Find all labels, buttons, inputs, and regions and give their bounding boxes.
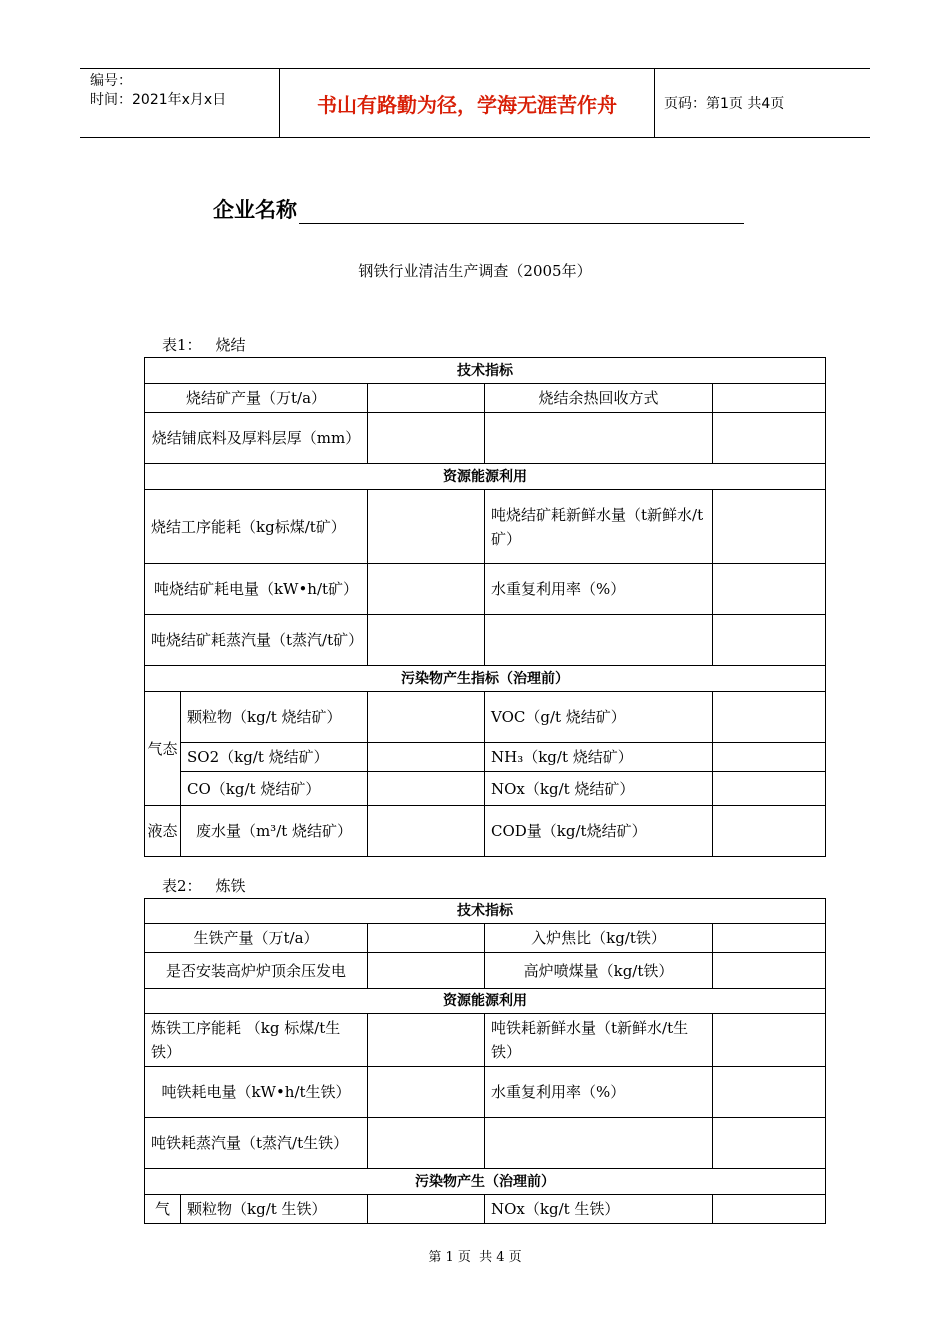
- page-footer: [0, 1246, 950, 1265]
- table1-particulate-value[interactable]: [368, 692, 485, 743]
- company-name-line: [213, 194, 744, 224]
- table1-water-reuse-label: 水重复利用率（%）: [485, 564, 713, 615]
- table2-water-reuse-value[interactable]: [713, 1067, 826, 1118]
- table2-coal-injection-label: 高炉喷煤量（kg/t铁）: [485, 953, 713, 989]
- header-meta: [80, 69, 280, 137]
- table2-output-label: 生铁产量（万t/a）: [145, 924, 368, 953]
- table1-nox-value[interactable]: [713, 772, 826, 806]
- table1-heat-recovery-label: 烧结余热回收方式: [485, 384, 713, 413]
- table1-nox-label: NOx（kg/t 烧结矿）: [485, 772, 713, 806]
- time-label: 时间：2021年x月x日: [90, 92, 227, 108]
- table1-caption-name: 烧结: [215, 336, 246, 354]
- table2-blank-cell[interactable]: [713, 1118, 826, 1169]
- table1-steam-label: 吨烧结矿耗蒸汽量（t蒸汽/t矿）: [145, 615, 368, 666]
- table2-fresh-water-value[interactable]: [713, 1014, 826, 1067]
- table2-caption-name: 炼铁: [215, 877, 246, 895]
- table2-nox-label: NOx（kg/t 生铁）: [485, 1195, 713, 1224]
- table2-coke-ratio-value[interactable]: [713, 924, 826, 953]
- table2-section-tech: 技术指标: [145, 899, 826, 924]
- table2-trt-label: 是否安装高炉炉顶余压发电: [145, 953, 368, 989]
- table2-section-resource: 资源能源利用: [145, 989, 826, 1014]
- page-header: [80, 68, 870, 138]
- table1-section-resource: 资源能源利用: [145, 464, 826, 490]
- survey-title: 钢铁行业清洁生产调查（2005年）: [358, 262, 592, 280]
- table1-output-label: 烧结矿产量（万t/a）: [145, 384, 368, 413]
- table1-water-reuse-value[interactable]: [713, 564, 826, 615]
- table1-cod-label: COD量（kg/t烧结矿）: [485, 806, 713, 857]
- table1-wastewater-value[interactable]: [368, 806, 485, 857]
- table2-nox-value[interactable]: [713, 1195, 826, 1224]
- table2-electricity-value[interactable]: [368, 1067, 485, 1118]
- table2-blank-cell[interactable]: [485, 1118, 713, 1169]
- table2-particulate-label: 颗粒物（kg/t 生铁）: [181, 1195, 368, 1224]
- table2-coke-ratio-label: 入炉焦比（kg/t铁）: [485, 924, 713, 953]
- table2-particulate-value[interactable]: [368, 1195, 485, 1224]
- table1-nh3-label: NH₃（kg/t 烧结矿）: [485, 743, 713, 772]
- table1-particulate-label: 颗粒物（kg/t 烧结矿）: [181, 692, 368, 743]
- table1-section-pollutant: 污染物产生指标（治理前）: [145, 666, 826, 692]
- table1-fresh-water-label: 吨烧结矿耗新鲜水量（t新鲜水/t矿）: [485, 490, 713, 564]
- table1-section-tech: 技术指标: [145, 358, 826, 384]
- table-ironmaking: [144, 898, 826, 1224]
- company-label: 企业名称: [213, 198, 297, 222]
- table2-trt-value[interactable]: [368, 953, 485, 989]
- table2-coal-injection-value[interactable]: [713, 953, 826, 989]
- table1-so2-value[interactable]: [368, 743, 485, 772]
- table1-liquid-label: 液态: [145, 806, 181, 857]
- table1-co-label: CO（kg/t 烧结矿）: [181, 772, 368, 806]
- table1-gas-label: 气态: [145, 692, 181, 806]
- table2-steam-label: 吨铁耗蒸汽量（t蒸汽/t生铁）: [145, 1118, 368, 1169]
- table2-output-value[interactable]: [368, 924, 485, 953]
- table1-heat-recovery-value[interactable]: [713, 384, 826, 413]
- footer-total: 共 4 页: [479, 1250, 522, 1265]
- table2-caption: [162, 875, 246, 896]
- header-page-label: 页码：第1页 共4页: [664, 96, 785, 112]
- table-sintering: [144, 357, 826, 857]
- company-name-blank[interactable]: [299, 201, 744, 224]
- footer-page: 第 1 页: [428, 1250, 471, 1265]
- table1-caption-no: 表1：: [162, 336, 202, 354]
- table2-process-energy-value[interactable]: [368, 1014, 485, 1067]
- table1-so2-label: SO2（kg/t 烧结矿）: [181, 743, 368, 772]
- table1-steam-value[interactable]: [368, 615, 485, 666]
- table2-process-energy-label: 炼铁工序能耗 （kg 标煤/t生铁）: [145, 1014, 368, 1067]
- table1-cod-value[interactable]: [713, 806, 826, 857]
- table1-process-energy-value[interactable]: [368, 490, 485, 564]
- table1-blank-cell[interactable]: [713, 615, 826, 666]
- table1-output-value[interactable]: [368, 384, 485, 413]
- table2-caption-no: 表2：: [162, 877, 202, 895]
- table2-electricity-label: 吨铁耗电量（kW•h/t生铁）: [145, 1067, 368, 1118]
- table1-bedding-label: 烧结铺底料及厚料层厚（mm）: [145, 413, 368, 464]
- table1-blank-cell[interactable]: [713, 413, 826, 464]
- table1-electricity-value[interactable]: [368, 564, 485, 615]
- table1-wastewater-label: 废水量（m³/t 烧结矿）: [181, 806, 368, 857]
- table2-fresh-water-label: 吨铁耗新鲜水量（t新鲜水/t生铁）: [485, 1014, 713, 1067]
- table2-water-reuse-label: 水重复利用率（%）: [485, 1067, 713, 1118]
- table1-co-value[interactable]: [368, 772, 485, 806]
- table2-gas-label: 气: [145, 1195, 181, 1224]
- table1-voc-value[interactable]: [713, 692, 826, 743]
- number-label: 编号：: [90, 73, 132, 89]
- table1-nh3-value[interactable]: [713, 743, 826, 772]
- table1-process-energy-label: 烧结工序能耗（kg标煤/t矿）: [145, 490, 368, 564]
- header-motto: 书山有路勤为径，学海无涯苦作舟: [280, 69, 655, 137]
- table1-voc-label: VOC（g/t 烧结矿）: [485, 692, 713, 743]
- table1-bedding-value[interactable]: [368, 413, 485, 464]
- table1-fresh-water-value[interactable]: [713, 490, 826, 564]
- table2-section-pollutant: 污染物产生（治理前）: [145, 1169, 826, 1195]
- table1-caption: [162, 334, 246, 355]
- table1-electricity-label: 吨烧结矿耗电量（kW•h/t矿）: [145, 564, 368, 615]
- table1-blank-cell[interactable]: [485, 615, 713, 666]
- table1-blank-cell[interactable]: [485, 413, 713, 464]
- table2-steam-value[interactable]: [368, 1118, 485, 1169]
